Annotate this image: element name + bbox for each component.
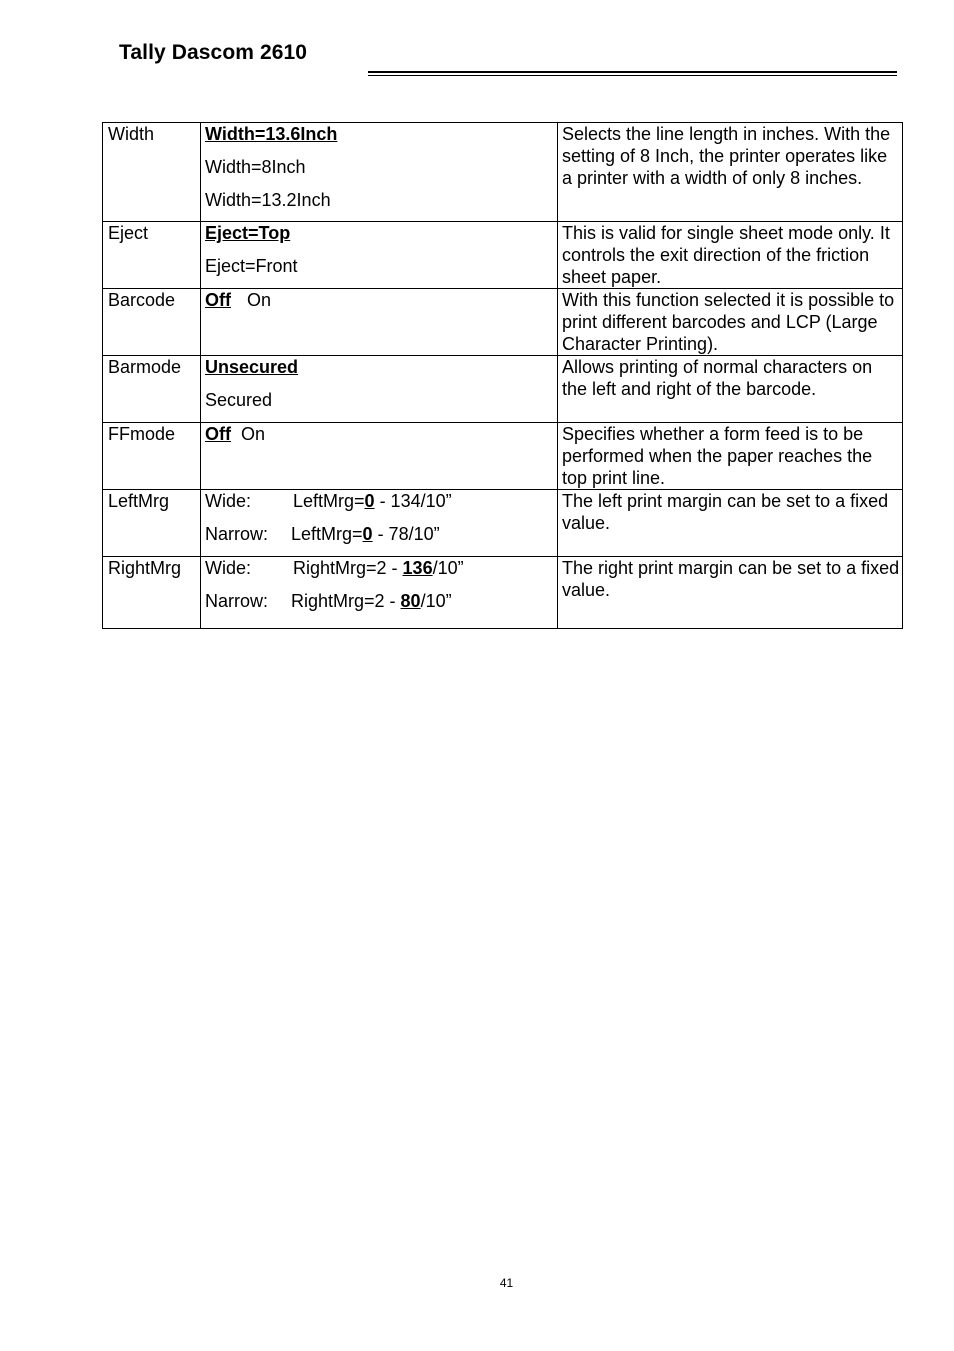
description-text: Allows printing of normal characters on the left and right of the barcode. bbox=[562, 357, 873, 399]
default-option: Eject=Top bbox=[205, 223, 291, 243]
description-text: Selects the line length in inches. With the setting of 8 Inch, the printer operates like a printer with a width of only 8 inches. bbox=[562, 124, 891, 188]
default-value: 0 bbox=[364, 491, 375, 511]
default-option: Off bbox=[205, 290, 231, 310]
setting-description bbox=[558, 490, 903, 557]
header-rule bbox=[368, 71, 897, 73]
setting-name: Barcode bbox=[103, 289, 201, 356]
table-row bbox=[103, 557, 903, 629]
setting-name: Width bbox=[103, 123, 201, 222]
setting-options bbox=[201, 356, 558, 423]
setting-options bbox=[201, 423, 558, 490]
description-text: The left print margin can be set to a fixed value. bbox=[562, 491, 889, 533]
setting-options bbox=[201, 123, 558, 222]
default-value: 80 bbox=[400, 591, 421, 611]
table-row bbox=[103, 356, 903, 423]
default-value: 0 bbox=[362, 524, 373, 544]
settings-table bbox=[102, 122, 903, 629]
option-suffix: - 134/10” bbox=[374, 491, 452, 511]
table-row bbox=[103, 289, 903, 356]
description-text: The right print margin can be set to a fixed value. bbox=[562, 558, 900, 600]
option: Secured bbox=[205, 390, 273, 410]
setting-options bbox=[201, 222, 558, 289]
table-row bbox=[103, 123, 903, 222]
description-text: With this function selected it is possible to print different barcodes and LCP (Large Character Printing). bbox=[562, 290, 895, 354]
setting-options bbox=[201, 557, 558, 629]
default-option: Off bbox=[205, 424, 231, 444]
setting-name: FFmode bbox=[103, 423, 201, 490]
option: On bbox=[247, 290, 272, 310]
table-row bbox=[103, 490, 903, 557]
mode-label: Narrow: bbox=[205, 591, 269, 611]
description-text: Specifies whether a form feed is to be performed when the paper reaches the top print line. bbox=[562, 424, 873, 488]
option-prefix: LeftMrg= bbox=[293, 491, 365, 511]
setting-description bbox=[558, 222, 903, 289]
option-suffix: /10” bbox=[420, 591, 452, 611]
option: Eject=Front bbox=[205, 256, 298, 276]
option-suffix: /10” bbox=[432, 558, 464, 578]
setting-options bbox=[201, 490, 558, 557]
option: Width=8Inch bbox=[205, 157, 306, 177]
setting-name: LeftMrg bbox=[103, 490, 201, 557]
option-suffix: - 78/10” bbox=[372, 524, 440, 544]
setting-description bbox=[558, 423, 903, 490]
setting-options bbox=[201, 289, 558, 356]
mode-label: Narrow: bbox=[205, 524, 269, 544]
table-row bbox=[103, 222, 903, 289]
setting-description bbox=[558, 356, 903, 423]
setting-name: Barmode bbox=[103, 356, 201, 423]
default-option: Unsecured bbox=[205, 357, 299, 377]
mode-label: Wide: bbox=[205, 558, 252, 578]
setting-description bbox=[558, 557, 903, 629]
option-prefix: RightMrg=2 - bbox=[291, 591, 401, 611]
option: Width=13.2Inch bbox=[205, 190, 331, 210]
header-rule-thin bbox=[368, 75, 897, 76]
document-title: Tally Dascom 2610 bbox=[119, 41, 308, 64]
option-prefix: RightMrg=2 - bbox=[293, 558, 403, 578]
default-option: Width=13.6Inch bbox=[205, 124, 338, 144]
setting-name: RightMrg bbox=[103, 557, 201, 629]
table-row bbox=[103, 423, 903, 490]
option-prefix: LeftMrg= bbox=[291, 524, 363, 544]
option: On bbox=[241, 424, 266, 444]
setting-description bbox=[558, 289, 903, 356]
default-value: 136 bbox=[402, 558, 433, 578]
setting-description bbox=[558, 123, 903, 222]
mode-label: Wide: bbox=[205, 491, 252, 511]
description-text: This is valid for single sheet mode only. It controls the exit direction of the friction sheet paper. bbox=[562, 223, 890, 287]
setting-name: Eject bbox=[103, 222, 201, 289]
page-number: 41 bbox=[499, 1276, 514, 1290]
